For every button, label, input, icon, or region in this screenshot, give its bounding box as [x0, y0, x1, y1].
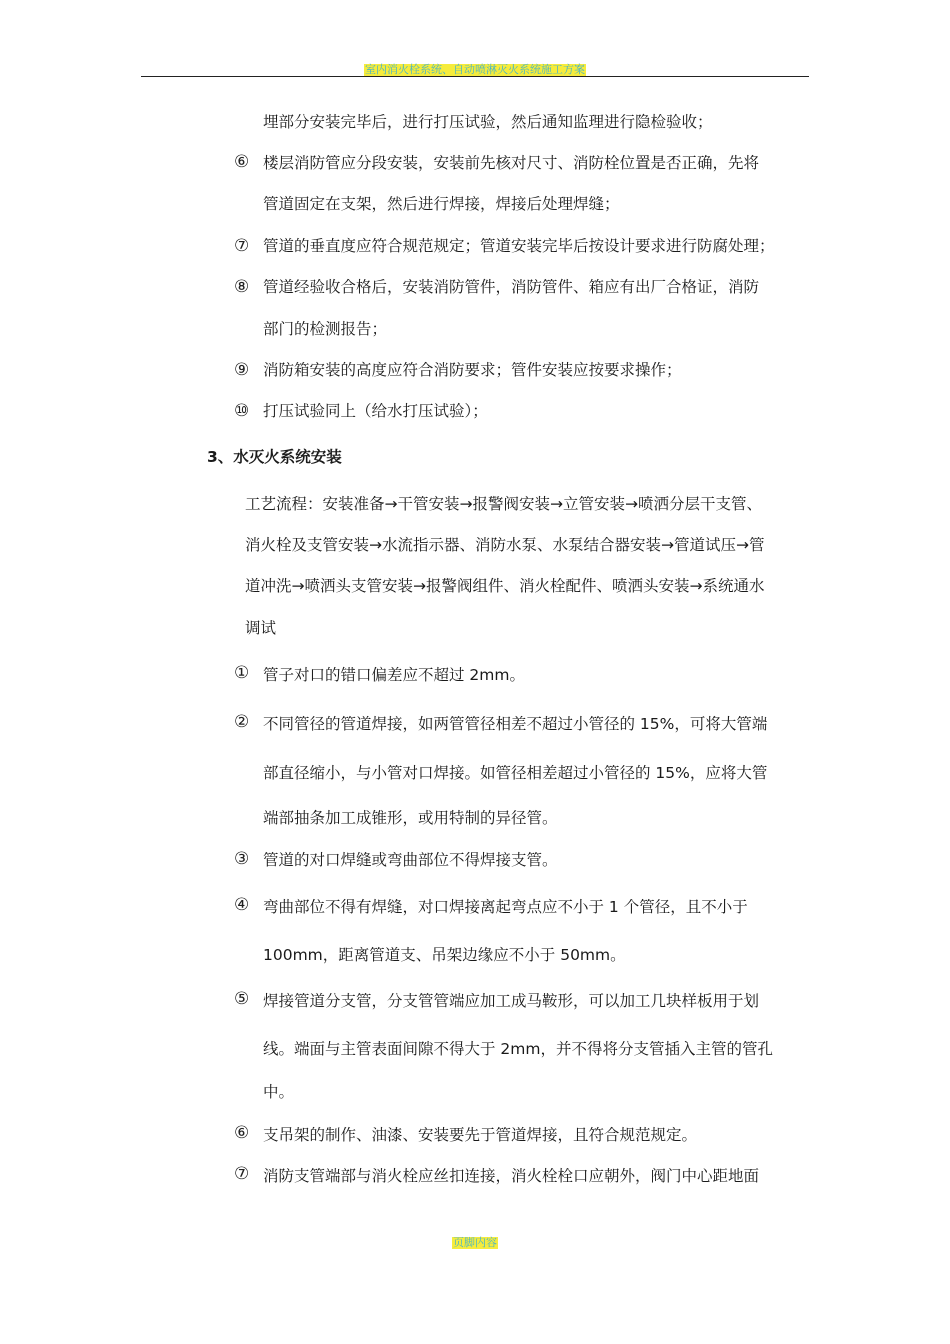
- text-line: 部直径缩小，与小管对口焊接。如管径相差超过小管径的 15%，应将大管: [263, 764, 768, 782]
- item-number: ⑥: [234, 152, 250, 172]
- item-number: ⑤: [234, 989, 250, 1009]
- page-header: [0, 58, 950, 77]
- item-number: ⑦: [234, 236, 250, 256]
- item-number: ③: [234, 849, 250, 869]
- item-number: ⑥: [234, 1123, 250, 1143]
- text-line: 管子对口的错口偏差应不超过 2mm。: [263, 666, 525, 684]
- text-line: 管道的垂直度应符合规范规定；管道安装完毕后按设计要求进行防腐处理；: [263, 237, 775, 255]
- text-line: 消防箱安装的高度应符合消防要求；管件安装应按要求操作；: [263, 361, 682, 379]
- footer-text: 页脚内容: [453, 1236, 497, 1249]
- text-line: 100mm，距离管道支、吊架边缘应不小于 50mm。: [263, 946, 626, 964]
- header-title: 室内消火栓系统、自动喷淋灭火系统施工方案: [365, 63, 585, 76]
- item-number: ⑦: [234, 1164, 250, 1184]
- text-line: 工艺流程：安装准备→干管安装→报警阀安装→立管安装→喷洒分层干支管、: [245, 495, 762, 513]
- text-line: 支吊架的制作、油漆、安装要先于管道焊接，且符合规范规定。: [263, 1126, 698, 1144]
- text-line: 道冲洗→喷洒头支管安装→报警阀组件、消火栓配件、喷洒头安装→系统通水: [245, 577, 765, 595]
- header-rule: [141, 76, 809, 77]
- text-line: 消防支管端部与消火栓应丝扣连接，消火栓栓口应朝外，阀门中心距地面: [263, 1167, 760, 1185]
- page-footer: [0, 1231, 950, 1250]
- item-number: ⑧: [234, 277, 250, 297]
- text-line: 管道经验收合格后，安装消防管件，消防管件、箱应有出厂合格证，消防: [263, 278, 760, 296]
- item-number: ④: [234, 895, 250, 915]
- text-line: 中。: [263, 1083, 295, 1101]
- text-line: 楼层消防管应分段安装，安装前先核对尺寸、消防栓位置是否正确，先将: [263, 154, 760, 172]
- item-number: ⑩: [234, 401, 250, 421]
- text-line: 管道固定在支架，然后进行焊接，焊接后处理焊缝；: [263, 195, 620, 213]
- text-line: 埋部分安装完毕后，进行打压试验，然后通知监理进行隐检验收；: [263, 113, 713, 131]
- text-line: 端部抽条加工成锥形，或用特制的异径管。: [263, 809, 558, 827]
- text-line: 线。端面与主管表面间隙不得大于 2mm，并不得将分支管插入主管的管孔: [263, 1040, 773, 1058]
- text-line: 不同管径的管道焊接，如两管管径相差不超过小管径的 15%，可将大管端: [263, 715, 768, 733]
- text-line: 弯曲部位不得有焊缝，对口焊接离起弯点应不小于 1 个管径，且不小于: [263, 898, 748, 916]
- text-line: 焊接管道分支管，分支管管端应加工成马鞍形，可以加工几块样板用于划: [263, 992, 760, 1010]
- text-line: 管道的对口焊缝或弯曲部位不得焊接支管。: [263, 851, 558, 869]
- text-line: 消火栓及支管安装→水流指示器、消防水泵、水泵结合器安装→管道试压→管: [245, 536, 765, 554]
- text-line: 打压试验同上（给水打压试验）；: [263, 402, 488, 420]
- item-number: ①: [234, 663, 250, 683]
- item-number: ⑨: [234, 360, 250, 380]
- item-number: ②: [234, 712, 250, 732]
- text-line: 部门的检测报告；: [263, 320, 388, 338]
- section-heading: 3、水灭火系统安装: [207, 448, 342, 466]
- text-line: 调试: [245, 619, 277, 637]
